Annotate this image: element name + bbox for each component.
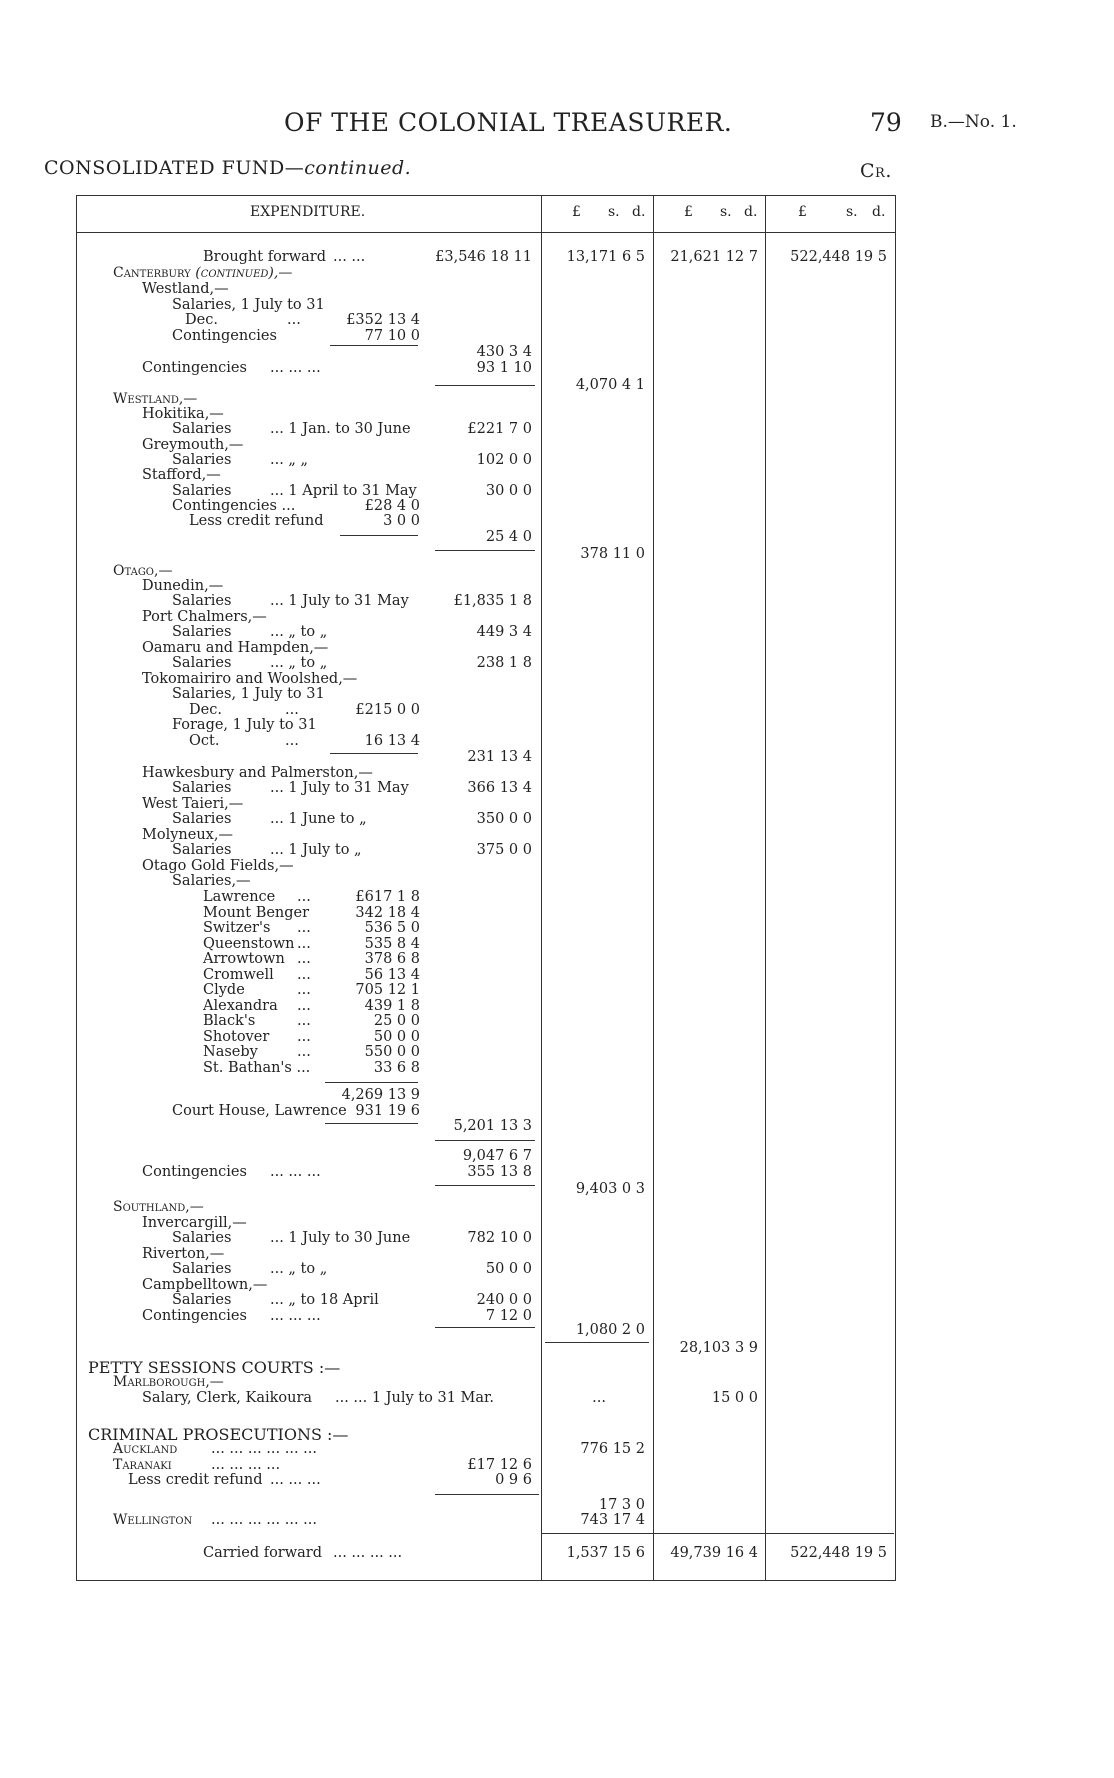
row-dots: ... ... <box>333 249 366 265</box>
row-dots: ... ... ... ... <box>211 1457 281 1473</box>
col1-pence: d. <box>632 204 646 220</box>
gold-field-name: Arrowtown <box>203 951 285 967</box>
row-dots: ... <box>297 920 311 936</box>
amount-a: 355 13 8 <box>467 1164 532 1180</box>
amount-a: 782 10 0 <box>467 1230 532 1246</box>
amount-d: 522,448 19 5 <box>790 1545 887 1561</box>
amount-a: 93 1 10 <box>476 360 532 376</box>
row-dots: ... <box>297 982 311 998</box>
col1-shillings: s. <box>608 204 620 220</box>
credit-side-label: Cr. <box>860 160 892 182</box>
item-label: Less credit refund <box>189 513 324 529</box>
header-rule <box>76 232 896 233</box>
gold-field-amount: 378 6 8 <box>364 951 420 967</box>
item-label: Dec. <box>189 702 222 718</box>
row-carried-forward-label: Carried forward <box>203 1545 323 1561</box>
amount-x: £28 4 0 <box>364 498 420 514</box>
amount-a: 430 3 4 <box>476 344 532 360</box>
row-dots: ... ... ... <box>270 1308 321 1324</box>
row-dots: ... <box>297 966 311 983</box>
period: ... 1 April to 31 May <box>270 483 417 499</box>
amount-a: 238 1 8 <box>476 655 532 671</box>
sub-hawkesbury: Hawkesbury and Palmerston,— <box>142 765 373 781</box>
item-label: Salaries <box>172 1261 232 1277</box>
item-label: Salaries <box>172 593 232 609</box>
sub-campbelltown: Campbelltown,— <box>142 1277 268 1293</box>
sub-port-chalmers: Port Chalmers,— <box>142 609 267 625</box>
amount-x: 77 10 0 <box>364 328 420 344</box>
period: ... „ to „ <box>270 1261 328 1277</box>
row-dots: ... ... ... ... ... ... <box>211 1441 318 1457</box>
row-brought-forward-label: Brought forward <box>203 249 327 265</box>
item-label: Salaries, 1 July to 31 <box>172 297 325 313</box>
gold-field-amount: 536 5 0 <box>364 920 420 936</box>
section-westland: Westland,— <box>113 391 198 407</box>
subtotal-rule <box>435 1327 535 1328</box>
col3-shillings: s. <box>846 204 858 220</box>
subtotal-rule <box>435 385 535 386</box>
row-wellington: Wellington <box>113 1512 193 1528</box>
section-canterbury <box>113 265 292 281</box>
subtotal-rule <box>435 550 535 551</box>
heading-criminal-prosecutions: CRIMINAL PROSECUTIONS :— <box>88 1425 349 1444</box>
gold-field-name: Lawrence <box>203 889 276 905</box>
period: ... 1 July to „ <box>270 842 362 858</box>
amount-x: 3 0 0 <box>383 513 420 529</box>
item-label: Salaries <box>172 452 232 468</box>
amount-b: 9,403 0 3 <box>575 1181 645 1197</box>
row-dots: ... <box>285 733 299 749</box>
amount-a: 375 0 0 <box>476 842 532 858</box>
item-label: Oct. <box>189 733 220 749</box>
amount-a: 366 13 4 <box>467 780 532 796</box>
subtotal-rule <box>435 1185 535 1186</box>
gold-field-amount: 56 13 4 <box>364 966 420 983</box>
item-label: Less credit refund <box>128 1472 263 1488</box>
amount-a: 449 3 4 <box>476 624 532 640</box>
row-dots: ... <box>297 889 311 905</box>
amount-a: 30 0 0 <box>485 483 532 499</box>
col-header-expenditure: EXPENDITURE. <box>250 204 366 220</box>
gold-field-amount: 25 0 0 <box>373 1013 420 1029</box>
sub-molyneux: Molyneux,— <box>142 827 233 843</box>
item-label: Dec. <box>185 312 218 328</box>
row-dots: ... <box>297 1013 311 1029</box>
sub-tokomairiro: Tokomairiro and Woolshed,— <box>142 671 358 687</box>
gold-field-name: Shotover <box>203 1028 270 1045</box>
amount-a: 240 0 0 <box>476 1292 532 1308</box>
subtotal-rule <box>435 1494 539 1495</box>
item-label: Contingencies <box>142 1308 247 1324</box>
amount-a: £1,835 1 8 <box>453 593 532 609</box>
sub-oamaru: Oamaru and Hampden,— <box>142 640 329 656</box>
item-label: Salaries <box>172 780 232 796</box>
item-label: Contingencies <box>142 360 247 376</box>
sub-hokitika: Hokitika,— <box>142 406 224 422</box>
amount-c: 15 0 0 <box>711 1390 758 1406</box>
item-label: Court House, Lawrence <box>172 1103 347 1119</box>
sub-invercargill: Invercargill,— <box>142 1215 247 1231</box>
section-marlborough: Marlborough,— <box>113 1374 224 1390</box>
subtotal-rule <box>325 1082 418 1083</box>
row-dots: ... <box>297 951 311 967</box>
row-dots: ... <box>287 312 301 328</box>
item-label: Contingencies <box>142 1164 247 1180</box>
amount-b: 13,171 6 5 <box>566 249 645 265</box>
gold-field-name: Queenstown <box>203 935 295 952</box>
gold-field-name: Cromwell <box>203 966 274 983</box>
heading-petty-sessions: PETTY SESSIONS COURTS :— <box>88 1358 341 1377</box>
amount-a: £221 7 0 <box>467 421 532 437</box>
page-number: 79 <box>870 108 902 137</box>
gold-field-name: St. Bathan's ... <box>203 1059 311 1076</box>
period: ... 1 July to 30 June <box>270 1230 411 1246</box>
gold-field-amount: 342 18 4 <box>355 904 420 921</box>
amount-b: 17 3 0 <box>598 1497 645 1513</box>
section-otago: Otago,— <box>113 563 173 579</box>
row-dots: ... <box>285 702 299 718</box>
amount-a: 7 12 0 <box>485 1308 532 1324</box>
gold-field-name: Switzer's <box>203 920 271 936</box>
row-dots: ... ... ... <box>270 1164 321 1180</box>
amount-x: 16 13 4 <box>364 733 420 749</box>
item-label: Salaries <box>172 811 232 827</box>
fund-heading <box>44 157 411 179</box>
amount-b: 4,070 4 1 <box>575 377 645 393</box>
row-dots: ... ... ... ... ... ... <box>211 1512 318 1528</box>
total-rule <box>541 1533 894 1534</box>
gold-field-amount: £617 1 8 <box>355 889 420 905</box>
row-taranaki: Taranaki <box>113 1457 172 1473</box>
sub-riverton: Riverton,— <box>142 1246 225 1262</box>
gold-field-name: Mount Benger <box>203 904 310 921</box>
amount-a: 9,047 6 7 <box>462 1148 532 1164</box>
item-label: Salaries <box>172 1230 232 1246</box>
amount-a: 350 0 0 <box>476 811 532 827</box>
row-dots: ... <box>297 1044 311 1060</box>
item-label: Contingencies ... <box>172 498 296 514</box>
sub-west-taieri: West Taieri,— <box>142 796 244 812</box>
item-label: Contingencies <box>172 328 277 344</box>
sub-greymouth: Greymouth,— <box>142 437 244 453</box>
amount-a: 231 13 4 <box>467 749 532 765</box>
item-label: Salaries <box>172 1292 232 1308</box>
item-label: Salary, Clerk, Kaikoura <box>142 1390 313 1406</box>
row-auckland: Auckland <box>113 1441 178 1457</box>
item-label: Forage, 1 July to 31 <box>172 717 317 733</box>
period: ... 1 Jan. to 30 June <box>270 421 411 437</box>
amount-c: 21,621 12 7 <box>670 249 758 265</box>
amount-a: 25 4 0 <box>485 529 532 545</box>
period: ... „ to 18 April <box>270 1292 379 1308</box>
subtotal-rule <box>325 1123 418 1124</box>
amount-b: 1,080 2 0 <box>575 1322 645 1338</box>
amount-a: £3,546 18 11 <box>435 249 532 265</box>
amount-x: £215 0 0 <box>355 702 420 718</box>
col2-pounds: £ <box>684 204 693 220</box>
row-dots: ... ... ... <box>270 360 321 376</box>
row-dots: ... ... ... <box>270 1472 321 1488</box>
period: ... „ „ <box>270 452 309 468</box>
period: ... 1 June to „ <box>270 811 367 827</box>
item-label: Salaries <box>172 483 232 499</box>
amount-a: 0 9 6 <box>495 1472 532 1488</box>
amount-c: 28,103 3 9 <box>679 1340 758 1356</box>
item-label: Salaries, 1 July to 31 <box>172 686 325 702</box>
item-label: Salaries <box>172 421 232 437</box>
amount-d: 522,448 19 5 <box>790 249 887 265</box>
amount-a: 5,201 13 3 <box>453 1118 532 1134</box>
row-dots: ... <box>297 997 311 1014</box>
amount-a: 50 0 0 <box>485 1261 532 1277</box>
col2-shillings: s. <box>720 204 732 220</box>
gold-field-amount: 33 6 8 <box>373 1059 420 1076</box>
gold-field-name: Alexandra <box>203 997 278 1014</box>
section-southland: Southland,— <box>113 1199 204 1215</box>
gold-field-amount: 439 1 8 <box>364 997 420 1014</box>
row-dots: ... ... ... ... <box>333 1545 403 1561</box>
amount-a: 102 0 0 <box>476 452 532 468</box>
document-reference: B.—No. 1. <box>930 112 1017 132</box>
item-label: Salaries,— <box>172 873 251 889</box>
sub-stafford: Stafford,— <box>142 467 221 483</box>
subtotal-rule <box>330 345 418 346</box>
amount-b: 776 15 2 <box>580 1441 645 1457</box>
sub-otago-gold-fields: Otago Gold Fields,— <box>142 858 294 874</box>
period: ... ... 1 July to 31 Mar. <box>335 1390 494 1406</box>
amount-b: 1,537 15 6 <box>566 1545 645 1561</box>
amount-x: 931 19 6 <box>355 1103 420 1119</box>
item-label: Salaries <box>172 655 232 671</box>
col-divider-3 <box>765 196 766 1580</box>
page-title: OF THE COLONIAL TREASURER. <box>284 108 733 137</box>
col-divider-2 <box>653 196 654 1580</box>
fund-continued: continued. <box>304 157 412 179</box>
gold-field-name: Naseby <box>203 1044 258 1060</box>
period: ... 1 July to 31 May <box>270 780 409 796</box>
gold-field-name: Black's <box>203 1013 256 1029</box>
gold-field-amount: 705 12 1 <box>355 982 420 998</box>
subtotal-rule <box>435 1140 535 1141</box>
section-canterbury-continued: (continued),— <box>195 265 293 281</box>
item-label: Salaries <box>172 842 232 858</box>
subtotal-rule <box>340 535 418 536</box>
row-dots: ... <box>297 1028 311 1045</box>
period: ... „ to „ <box>270 624 328 640</box>
subtotal-rule <box>330 753 418 754</box>
col3-pence: d. <box>872 204 886 220</box>
row-dots: ... <box>297 935 311 952</box>
amount-b: 378 11 0 <box>580 546 645 562</box>
sub-westland: Westland,— <box>142 281 229 297</box>
gold-field-amount: 550 0 0 <box>364 1044 420 1060</box>
sub-dunedin: Dunedin,— <box>142 578 224 594</box>
gold-field-amount: 50 0 0 <box>373 1028 420 1045</box>
period: ... „ to „ <box>270 655 328 671</box>
subtotal-rule <box>545 1342 649 1343</box>
fund-name: CONSOLIDATED FUND— <box>44 157 305 179</box>
gold-field-name: Clyde <box>203 982 245 998</box>
amount-x: 4,269 13 9 <box>341 1087 420 1103</box>
amount-a: £17 12 6 <box>467 1457 532 1473</box>
amount-b: ... <box>592 1390 606 1406</box>
col3-pounds: £ <box>798 204 807 220</box>
section-canterbury-name: Canterbury <box>113 265 191 281</box>
amount-x: £352 13 4 <box>346 312 420 328</box>
period: ... 1 July to 31 May <box>270 593 409 609</box>
gold-field-amount: 535 8 4 <box>364 935 420 952</box>
item-label: Salaries <box>172 624 232 640</box>
amount-c: 49,739 16 4 <box>670 1545 758 1561</box>
amount-b: 743 17 4 <box>580 1512 645 1528</box>
col1-pounds: £ <box>572 204 581 220</box>
col-divider-1 <box>541 196 542 1580</box>
col2-pence: d. <box>744 204 758 220</box>
